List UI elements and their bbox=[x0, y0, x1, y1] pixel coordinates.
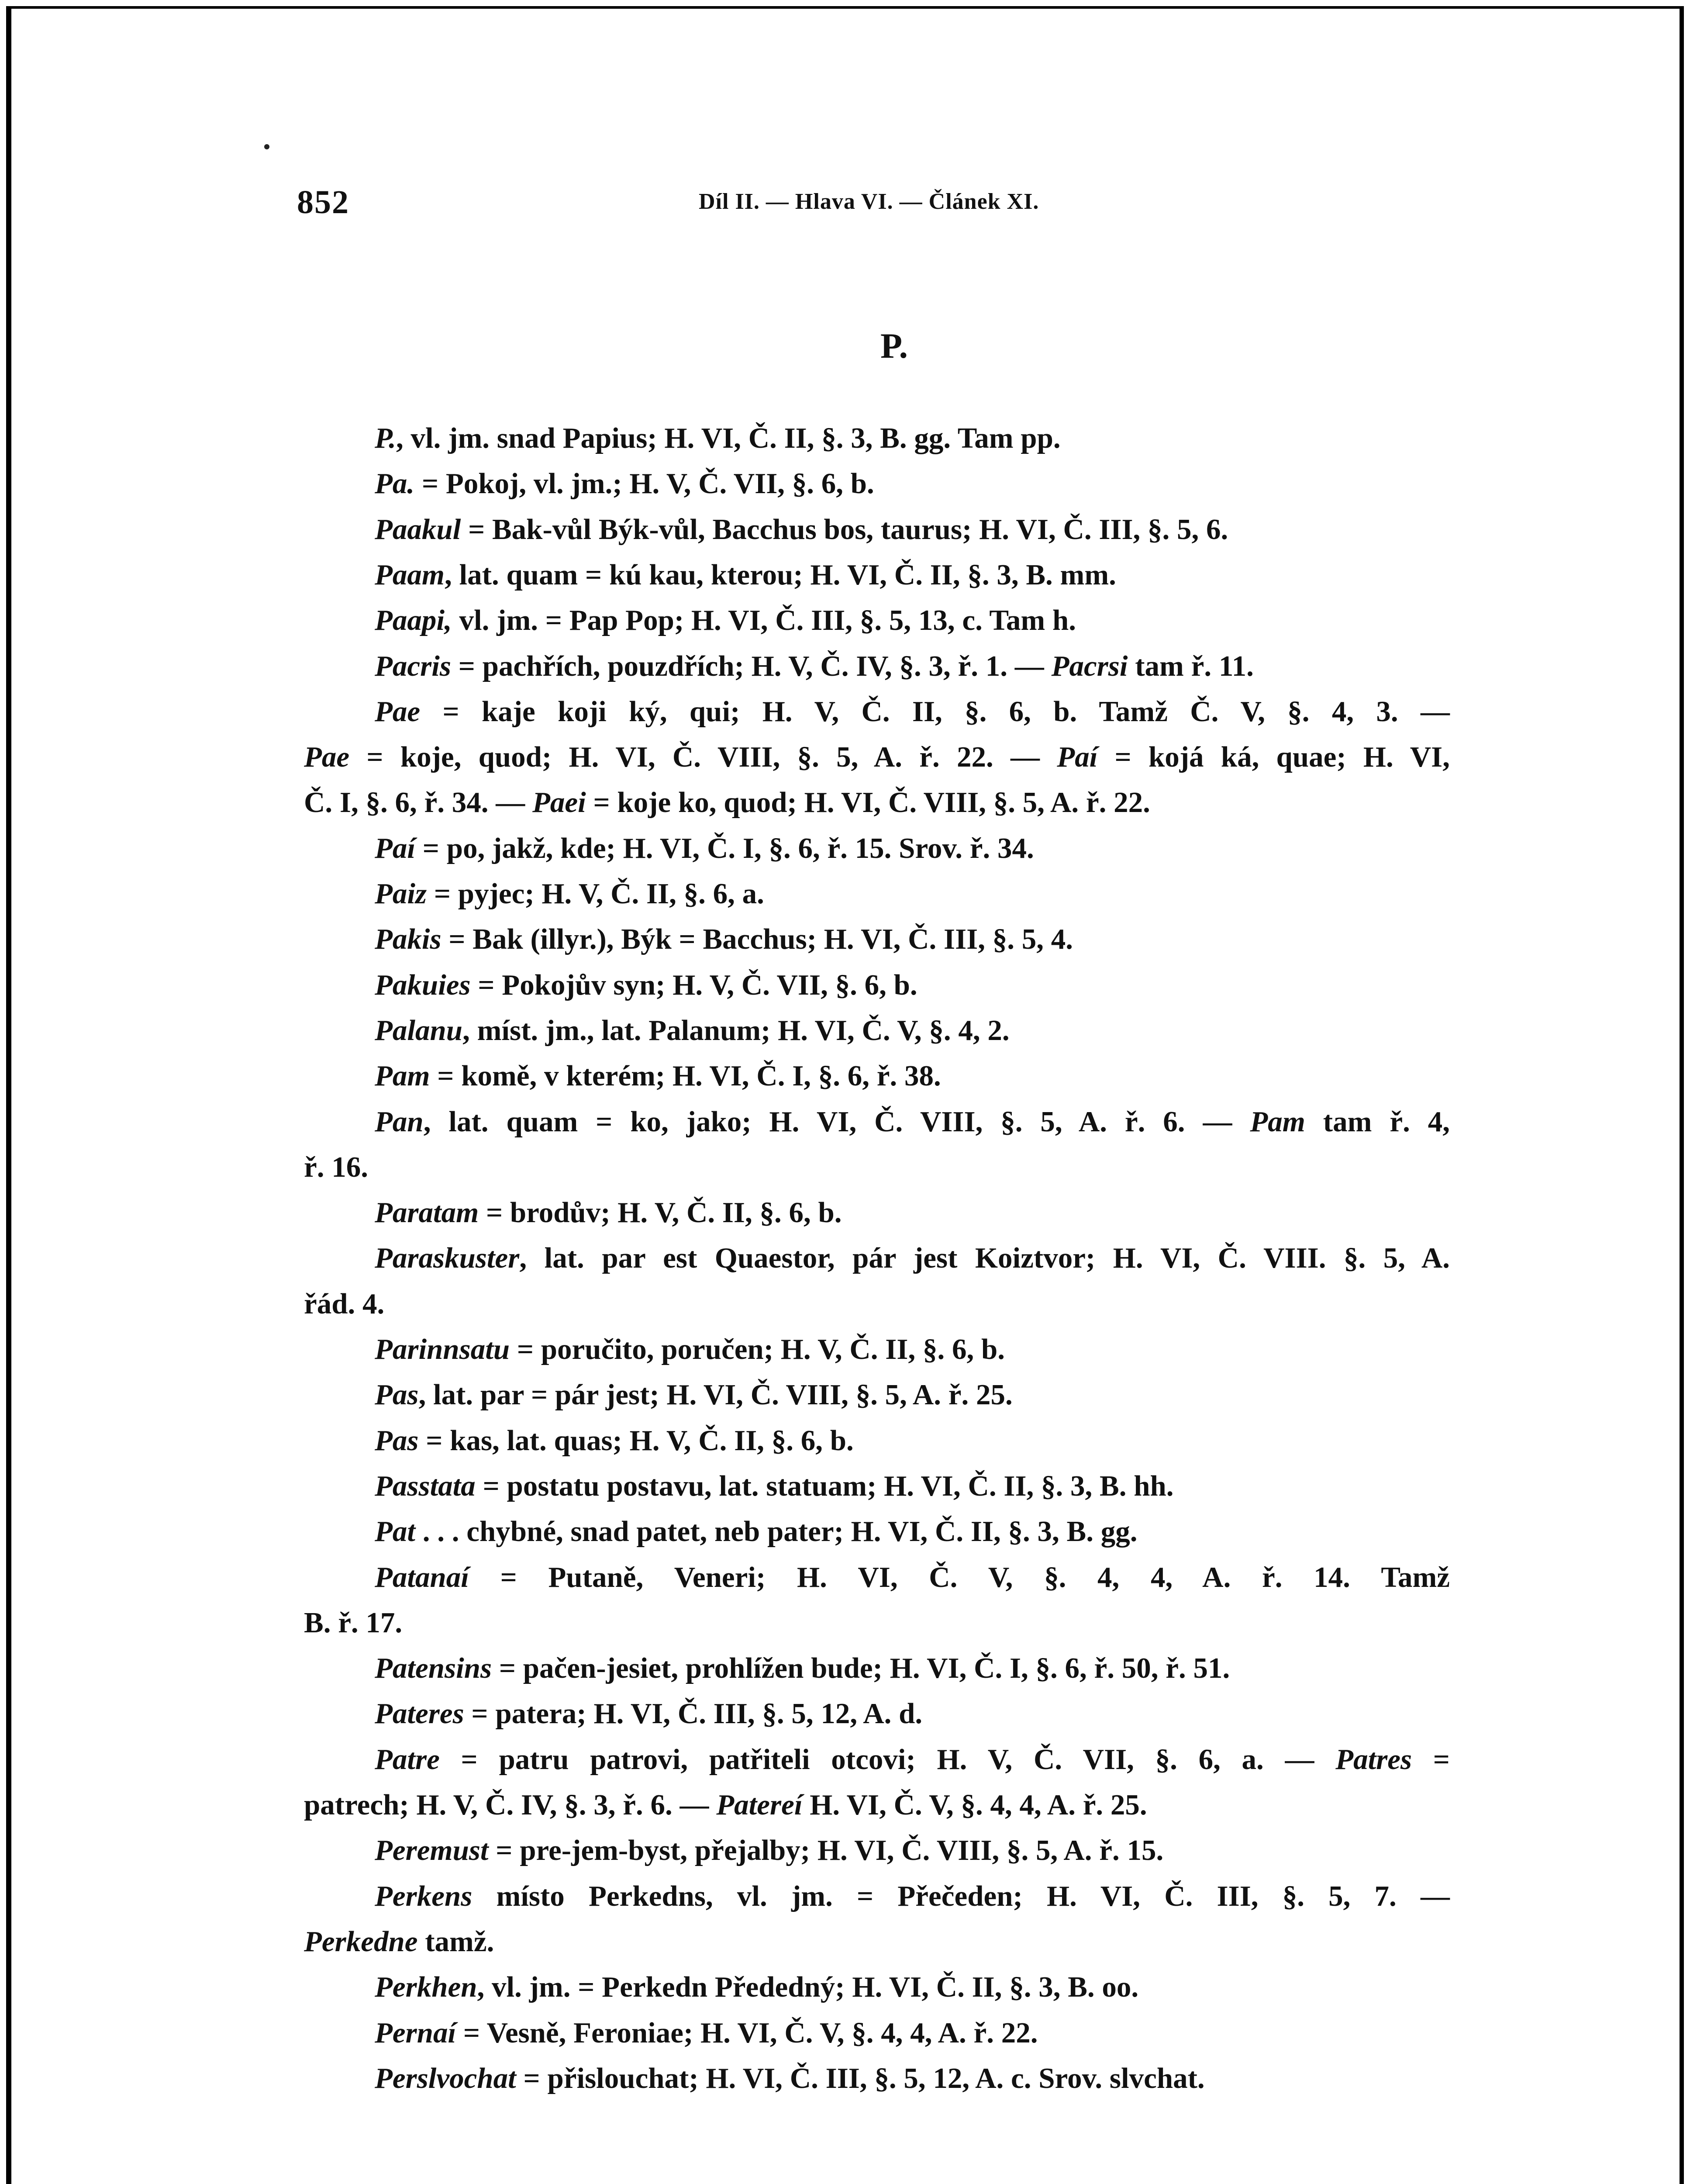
entry-text: = kaje koji ký, qui; H. V, Č. II, §. 6, b. Tamž Č. V, §. 4, 3. — bbox=[420, 695, 1450, 728]
headword: Paratam bbox=[375, 1196, 479, 1229]
entry-line bbox=[304, 1153, 368, 1182]
entry-text: = postatu postavu, lat. statuam; H. VI, Č. II, §. 3, B. hh. bbox=[475, 1470, 1174, 1502]
entry-line bbox=[375, 515, 1228, 544]
entry-line bbox=[375, 1882, 1450, 1911]
headword: P. bbox=[375, 422, 397, 454]
entry-text: , vl. jm. = Perkedn Přededný; H. VI, Č. II, §. 3, B. oo. bbox=[477, 1971, 1139, 2003]
headword: Pan bbox=[375, 1106, 424, 1138]
entry-line bbox=[304, 1790, 1147, 1820]
entry-text: ř. 16. bbox=[304, 1151, 368, 1183]
headword: Pa. bbox=[375, 467, 415, 500]
entry-text: = kojá ká, quae; H. VI, bbox=[1097, 741, 1450, 773]
entry-text: , lat. par est Quaestor, pár jest Koiztvor; H. VI, Č. VIII. §. 5, A. bbox=[519, 1242, 1450, 1274]
entry-text: = pyjec; H. V, Č. II, §. 6, a. bbox=[427, 878, 764, 910]
entry-line bbox=[375, 1244, 1450, 1273]
entry-line bbox=[375, 1563, 1450, 1592]
entry-text: = komě, v kterém; H. VI, Č. I, §. 6, ř. 38. bbox=[430, 1060, 941, 1092]
headword: Pakuies bbox=[375, 969, 471, 1001]
entry-text: = koje ko, quod; H. VI, Č. VIII, §. 5, A. ř. 22. bbox=[586, 786, 1150, 819]
entry-line bbox=[375, 1973, 1138, 2002]
headword: Pat bbox=[375, 1515, 416, 1548]
entry-line bbox=[375, 1107, 1450, 1137]
entry-line bbox=[304, 743, 1450, 772]
headword: Paí bbox=[1057, 741, 1098, 773]
entry-text: , lat. par = pár jest; H. VI, Č. VIII, §. 5, A. ř. 25. bbox=[418, 1379, 1013, 1411]
headword: Paí bbox=[375, 832, 416, 864]
section-letter: P. bbox=[880, 326, 908, 366]
entry-line bbox=[375, 1198, 842, 1227]
entry-text: = kas, lat. quas; H. V, Č. II, §. 6, b. bbox=[418, 1424, 854, 1457]
headword: Pas bbox=[375, 1424, 419, 1457]
headword: Pernaí bbox=[375, 2017, 456, 2049]
entry-line bbox=[375, 2064, 1205, 2093]
entry-line bbox=[304, 1289, 384, 1319]
headword: Paiz bbox=[375, 878, 427, 910]
running-head: Díl II. — Hlava VI. — Článek XI. bbox=[699, 189, 1039, 214]
headword: Peremust bbox=[375, 1834, 489, 1866]
entry-line bbox=[375, 560, 1116, 590]
entry-text: = bbox=[1412, 1743, 1450, 1776]
entry-line bbox=[304, 788, 1150, 817]
headword: Paraskuster bbox=[375, 1242, 520, 1274]
entry-line bbox=[375, 1426, 854, 1455]
headword: Pam bbox=[375, 1060, 430, 1092]
headword: Pae bbox=[375, 695, 421, 728]
entry-text: = brodův; H. V, Č. II, §. 6, b. bbox=[479, 1196, 842, 1229]
entry-line bbox=[375, 971, 917, 1000]
entry-line bbox=[304, 1608, 402, 1638]
entry-text: , lat. quam = kú kau, kterou; H. VI, Č. II, §. 3, B. mm. bbox=[445, 559, 1116, 591]
entry-line bbox=[375, 697, 1450, 726]
entry-line bbox=[375, 1654, 1230, 1683]
entry-text: = Bak (illyr.), Býk = Bacchus; H. VI, Č. III, §. 5, 4. bbox=[441, 923, 1073, 955]
headword: Palanu bbox=[375, 1014, 463, 1047]
entry-text: , míst. jm., lat. Palanum; H. VI, Č. V, §. 4, 2. bbox=[462, 1014, 1010, 1047]
entry-text: řád. 4. bbox=[304, 1288, 385, 1320]
headword: Pas bbox=[375, 1379, 419, 1411]
entry-text: , vl. jm. snad Papius; H. VI, Č. II, §. 3, B. gg. Tam pp. bbox=[396, 422, 1061, 454]
headword: Paam bbox=[375, 559, 445, 591]
headword: Perkhen bbox=[375, 1971, 477, 2003]
entry-text: = po, jakž, kde; H. VI, Č. I, §. 6, ř. 15. Srov. ř. 34. bbox=[415, 832, 1034, 864]
headword: Pakis bbox=[375, 923, 441, 955]
entry-line bbox=[375, 1836, 1163, 1865]
headword: Pam bbox=[1250, 1106, 1305, 1138]
entry-text: = přislouchat; H. VI, Č. III, §. 5, 12, A. c. Srov. slvchat. bbox=[516, 2062, 1205, 2094]
entry-text: = pachřích, pouzdřích; H. V, Č. IV, §. 3, ř. 1. — bbox=[451, 650, 1052, 682]
headword: Pateres bbox=[375, 1697, 464, 1730]
entry-text: = patera; H. VI, Č. III, §. 5, 12, A. d. bbox=[464, 1697, 923, 1730]
headword: Parinnsatu bbox=[375, 1333, 510, 1365]
headword: Perkens bbox=[375, 1880, 473, 1912]
entry-text: , lat. quam = ko, jako; H. VI, Č. VIII, §. 5, A. ř. 6. — bbox=[423, 1106, 1250, 1138]
entry-line bbox=[375, 1745, 1450, 1774]
entry-text: = poručito, poručen; H. V, Č. II, §. 6, b. bbox=[510, 1333, 1005, 1365]
headword: Patres bbox=[1335, 1743, 1412, 1776]
headword: Perkedne bbox=[304, 1925, 418, 1958]
headword: Pacrsi bbox=[1051, 650, 1128, 682]
entry-text: = Pokoj, vl. jm.; H. V, Č. VII, §. 6, b. bbox=[414, 467, 874, 500]
headword: Pacris bbox=[375, 650, 451, 682]
entry-line bbox=[375, 879, 764, 909]
entry-line bbox=[375, 652, 1254, 681]
entry-text: = patru patrovi, patřiteli otcovi; H. V, Č. VII, §. 6, a. — bbox=[439, 1743, 1336, 1776]
entry-text: tam ř. 11. bbox=[1128, 650, 1254, 682]
entry-line bbox=[375, 834, 1034, 863]
entry-text: = koje, quod; H. VI, Č. VIII, §. 5, A. ř. 22. — bbox=[349, 741, 1057, 773]
entry-text: = Putaně, Veneri; H. VI, Č. V, §. 4, 4, A. ř. 14. Tamž bbox=[469, 1561, 1450, 1593]
entry-line bbox=[304, 1927, 494, 1956]
entry-line bbox=[375, 1016, 1010, 1045]
entry-text: = Bak-vůl Býk-vůl, Bacchus bos, taurus; H. VI, Č. III, §. 5, 6. bbox=[461, 513, 1228, 546]
entry-line bbox=[375, 1517, 1138, 1546]
headword: Patanaí bbox=[375, 1561, 469, 1593]
entry-line bbox=[375, 1380, 1013, 1410]
entry-text: místo Perkedns, vl. jm. = Přečeden; H. VI, Č. III, §. 5, 7. — bbox=[472, 1880, 1450, 1912]
entry-line bbox=[375, 925, 1073, 954]
entry-text: B. ř. 17. bbox=[304, 1607, 403, 1639]
headword: Paapi, bbox=[375, 604, 452, 636]
headword: Patre bbox=[375, 1743, 440, 1776]
entry-text: = pačen-jesiet, prohlížen bude; H. VI, Č. I, §. 6, ř. 50, ř. 51. bbox=[492, 1652, 1230, 1684]
entry-text: = Pokojův syn; H. V, Č. VII, §. 6, b. bbox=[470, 969, 917, 1001]
headword: Passtata bbox=[375, 1470, 476, 1502]
headword: Pae bbox=[304, 741, 350, 773]
entry-text: = Vesně, Feroniae; H. VI, Č. V, §. 4, 4, A. ř. 22. bbox=[456, 2017, 1038, 2049]
entry-line bbox=[375, 1335, 1005, 1364]
entry-text: tam ř. 4, bbox=[1305, 1106, 1450, 1138]
entry-line bbox=[375, 1061, 941, 1091]
entry-text: patrech; H. V, Č. IV, §. 3, ř. 6. — bbox=[304, 1789, 717, 1821]
entry-line bbox=[375, 424, 1061, 453]
headword: Patensins bbox=[375, 1652, 492, 1684]
entry-text: = pre-jem-byst, přejalby; H. VI, Č. VIII, §. 5, A. ř. 15. bbox=[488, 1834, 1164, 1866]
entry-text: . . . chybné, snad patet, neb pater; H. VI, Č. II, §. 3, B. gg. bbox=[415, 1515, 1138, 1548]
headword: Paakul bbox=[375, 513, 461, 546]
entry-text: vl. jm. = Pap Pop; H. VI, Č. III, §. 5, 13, c. Tam h. bbox=[452, 604, 1076, 636]
headword: Perslvochat bbox=[375, 2062, 516, 2094]
page-number: 852 bbox=[297, 184, 349, 221]
headword: Patereí bbox=[716, 1789, 803, 1821]
entry-line bbox=[375, 2018, 1038, 2048]
entry-line bbox=[375, 606, 1076, 635]
entry-text: Č. I, §. 6, ř. 34. — bbox=[304, 786, 532, 819]
entry-line bbox=[375, 1699, 922, 1728]
entry-line bbox=[375, 469, 874, 498]
entry-text: tamž. bbox=[417, 1925, 494, 1958]
entry-text: H. VI, Č. V, §. 4, 4, A. ř. 25. bbox=[802, 1789, 1147, 1821]
entry-line bbox=[375, 1472, 1174, 1501]
headword: Paei bbox=[532, 786, 586, 819]
ink-speck bbox=[264, 144, 269, 149]
